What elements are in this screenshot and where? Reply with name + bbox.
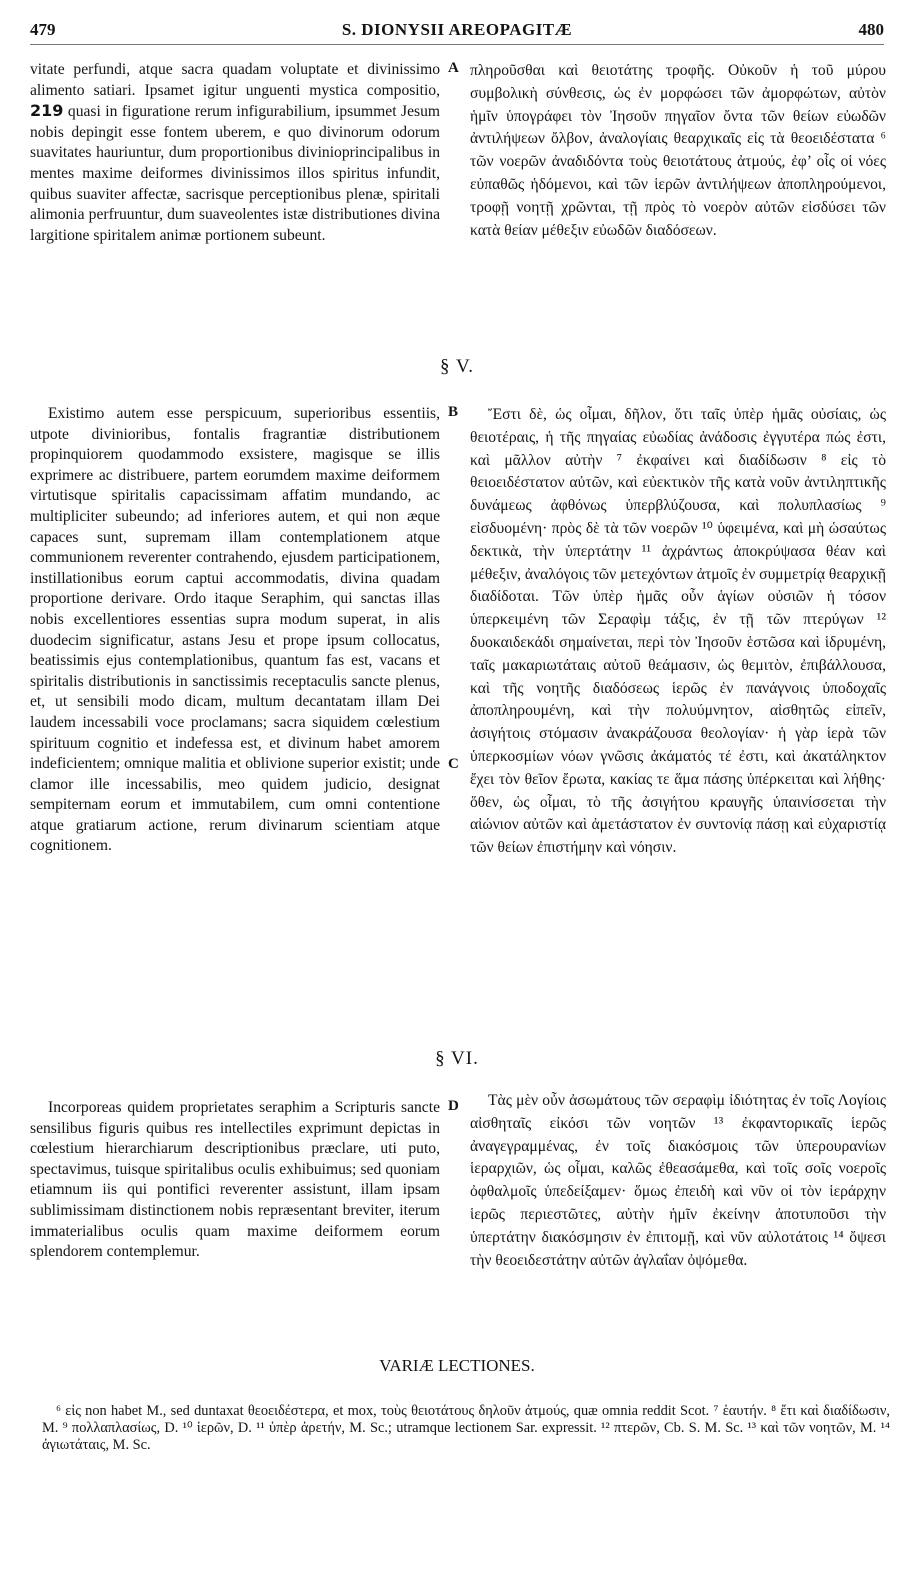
header-rule: [30, 44, 884, 45]
section-heading-v: § V.: [440, 356, 474, 377]
greek-column-block-1: [470, 60, 886, 242]
section-heading-vi: § VI.: [435, 1048, 479, 1069]
greek-text-section-vi: Τὰς μὲν οὖν ἀσωμάτους τῶν σεραφὶμ ἰδιότητας ἐν τοῖς Λογίοις αἰσθηταῖς εἰκόσι τῶν νοητῶν ¹³ ἐκφαντορικαῖς ἱερῶς ἀναγεγραμμένας, ἐν τοῖς διακόσμοις τῶν ὑπερουρανίων ἱεραρχιῶν, ὡς οἶμαι, καλῶς ἐθεασάμεθα, καὶ τοῖς σοῖς νοεροῖς ὀφθαλμοῖς ὑπεδείξαμεν· ὅμως ἐπειδὴ καὶ νῦν οἱ τὸν ἱεράρχην ἱερῶς περιεστῶτες, αὐτὴν ἡμῖν ἐκείνην ἀποτυποῦσι τὴν ὑπερτάτην διακόσμησιν ἐν ἐπιτομῇ, καὶ νῦν αὐλοτάτοις ¹⁴ ὄψεσι τὴν θεοειδεστάτην αὐτῶν ἀγλαΐαν ὀψόμεθα.: [470, 1092, 886, 1269]
greek-text-block-1: πληροῦσθαι καὶ θειοτάτης τροφῆς. Οὐκοῦν ἡ τοῦ μύρου συμβολικὴ σύνθεσις, ὡς ἐν μορφώσει τῶν ἀμορφώτων, αὐτὸν ἡμῖν ὑπογράφει τὸν Ἰησοῦν πηγαῖον ὄντα τῶν θείων εὐωδῶν ἀντιλήψεων ὄλβον, ἀναλογίαις θεαρχικαῖς εἰς τὰ θεοειδέστατα ⁶ τῶν νοερῶν ἀναδιδόντα τοὺς θειοτάτους ἀτμούς, ἐφ’ οἷς οἱ νόες εὐπαθῶς ἡδόμενοι, καὶ τῶν ἱερῶν ἀντιλήψεων ἀποπληρούμενοι, τροφῇ νοητῇ χρῶνται, τῇ πρὸς τὸ νοερὸν αὐτῶν εἰσδύσει τῶν κατὰ θείαν μέθεξιν εὐωδῶν διαδόσεων.: [470, 62, 886, 239]
inline-page-number: 219: [30, 101, 64, 121]
greek-column-section-vi: [470, 1090, 886, 1272]
greek-text-section-v: Ἔστι δὲ, ὡς οἶμαι, δῆλον, ὅτι ταῖς ὑπὲρ ἡμᾶς οὐσίαις, ὡς θειοτέραις, ἡ τῆς πηγαίας εὐωδίας ἀνάδοσις ἐγγυτέρα πώς ἐστι, καὶ μᾶλλον αὐτὴν ⁷ ἐκφαίνει καὶ διαδίδωσιν ⁸ εἰς τὸ θειοειδέστατον αὐτῶν, καὶ εὐεκτικὸν τῆς κατὰ νοῦν ἀντιληπτικῆς δυνάμεως ἀφθόνως ὑπερβλύζουσα, καὶ πολυπλασίως ⁹ εἰσδυομένη· πρὸς δὲ τὰ τῶν νοερῶν ¹⁰ ὑφειμένα, καὶ μὴ ὡσαύτως δεκτικὰ, τὴν ὑπερτάτην ¹¹ ἀχράντως ἀποκρύψασα θέαν καὶ μέθεξιν, ἀναλόγοις τῶν μετεχόντων ἀτμοῖς ἐν συμμετρίᾳ θεαρχικῇ διαδίδοται. Τῶν ὑπὲρ ἡμᾶς οὖν ἁγίων οὐσιῶν ἡ τόσον ὑπερκειμένη τῶν Σεραφὶμ τάξις, ἐν τῇ τῶν πτερύγων ¹² δυοκαιδεκάδι σημαίνεται, περὶ τὸν Ἰησοῦν ἑστῶσα καὶ ἱδρυμένη, ταῖς μακαριωτάταις αὐτοῦ θεάμασιν, ὡς θεμιτὸν, ἐπιβάλλουσα, καὶ τῆς νοητῆς διαδόσεως ἱερῶς ἐν πανάγνοις ὑποδοχαῖς ἀποπληρουμένη, καὶ τὴν πολυύμνητον, αἰσθητῶς εἰπεῖν, ἀσιγήτοις στόμασιν ἀνακράζουσα θεολογίαν· ἡ γὰρ ἱερὰ τῶν ὑπερκοσμίων νόων γνῶσις ἀκάματός τέ ἐστι, καὶ ἀκατάληκτον ἔχει τὸν θεῖον ἔρωτα, κακίας τε ἅμα πάσης ὑπέρκειται καὶ λήθης· ὅθεν, ὡς οἶμαι, τὸ τῆς ἀσιγήτου κραυγῆς ὑπαινίσσεται τὴν αἰώνιον αὐτῶν καὶ ἀμετάστατον ἐν συντονίᾳ πάσῃ καὶ εὐχαριστίᾳ τῶν θείων ἐπιστήμην καὶ νόησιν.: [470, 406, 886, 857]
latin-text-section-vi: Incorporeas quidem proprietates seraphim a Scripturis sancte sensilibus figuris quibus res intellectiles exprimunt depictas in cœlestium hierarchiarum descriptionibus præclare, uti puto, spectavimus, tuisque spiritalibus oculis exhibuimus; sed quoniam etiamnum iis qui pontifici reverenter assistunt, illam ipsam sublimissimam distinctionem nobis repræsentant breviter, iterum immaterialibus oculis quam maxime deiformem eorum splendorem contemplemur.: [30, 1099, 440, 1261]
running-title: S. DIONYSII AREOPAGITÆ: [341, 20, 573, 39]
page-number-left: 479: [30, 20, 56, 39]
variae-lectiones-notes: [42, 1403, 890, 1454]
latin-text-block-1-post: quasi in figuratione rerum infigurabilium, ipsummet Jesum nobis depingit esse fontem uberem, e quo divinorum odorum suavitates hauriuntur, dum proportionibus divinioprincipalibus in mentes maxime deiformes divinissimos illos spiritus infundit, quibus suaviter affectæ, sacrisque perceptionibus plenæ, spiritali alimonia perfruuntur, dum suaveolentes istæ distributiones divina largitione spiritalem animæ portionem subeunt.: [30, 103, 440, 244]
latin-text-block-1-pre: vitate perfundi, atque sacra quadam voluptate et divinissimo alimento satiari. Ipsamet igitur unguenti mystica compositio,: [30, 61, 440, 99]
latin-column-block-1: [30, 60, 440, 246]
running-header: [30, 14, 884, 42]
margin-marker-d: D: [448, 1098, 459, 1114]
margin-marker-c: C: [448, 756, 459, 772]
variae-lectiones-heading: VARIÆ LECTIONES.: [379, 1356, 535, 1375]
latin-column-section-vi: [30, 1098, 440, 1263]
latin-column-section-v: [30, 404, 440, 857]
greek-column-section-v: [470, 404, 886, 860]
margin-marker-b: B: [448, 404, 459, 420]
latin-text-section-v: Existimo autem esse perspicuum, superioribus essentiis, utpote divinioribus, fontalis fragrantiæ distributionem propinquiorem quodammodo exsistere, magisque se illis exprimere ac distribuere, partem eorumdem maxime deiformem virtutisque spiritalis capacissimam affatim mundando, ac multipliciter subeundo; ad inferiores autem, et qui non æque capaces sunt, supremam illam contemplationem atque communionem reverenter contrahendo, ejusdem participationem, instillationibus eorum captui accommodatis, divina quadam proportione derivare. Ordo itaque Seraphim, qui sanctas illas nobis excellentiores essentias supra modum superat, in alis duodecim significatur, astans Jesu et prope ipsum collocatus, beatissimis ejus contemplationibus, quantum fas est, vacans et spiritalis distributionis in sanctissimis receptaculis sancte plenus, et, ut sensibili modo dicam, multum decantatam illam Dei laudem incessabili voce proclamans; sacra siquidem cœlestium spirituum cognitio et indefessa est, et divinum habet amorem indeficientem; omnique malitia et oblivione superior existit; unde clamor ille incessabilis, meo quidem judicio, designat sempiternam eorum et immutabilem, cum omni contentione atque gratiarum actione, rerum divinarum scientiam atque cognitionem.: [30, 405, 440, 855]
margin-marker-a: A: [448, 60, 459, 76]
variae-notes-text: ⁶ εἰς non habet M., sed duntaxat θεοειδέστερα, et mox, τοὺς θειοτάτους δηλοῦν ἀτμούς, quæ omnia reddit Scot. ⁷ ἑαυτήν. ⁸ ἔτι καὶ διαδίδωσιν, M. ⁹ πολλαπλασίως, D. ¹⁰ ἱερῶν, D. ¹¹ ὑπὲρ ἀρετήν, M. Sc.; utramque lectionem Sar. expressit. ¹² πτερῶν, Cb. S. M. Sc. ¹³ καὶ τῶν νοητῶν, M. ¹⁴ ἀγιωτάταις, M. Sc.: [42, 1403, 890, 1453]
page-number-right: 480: [858, 20, 884, 39]
